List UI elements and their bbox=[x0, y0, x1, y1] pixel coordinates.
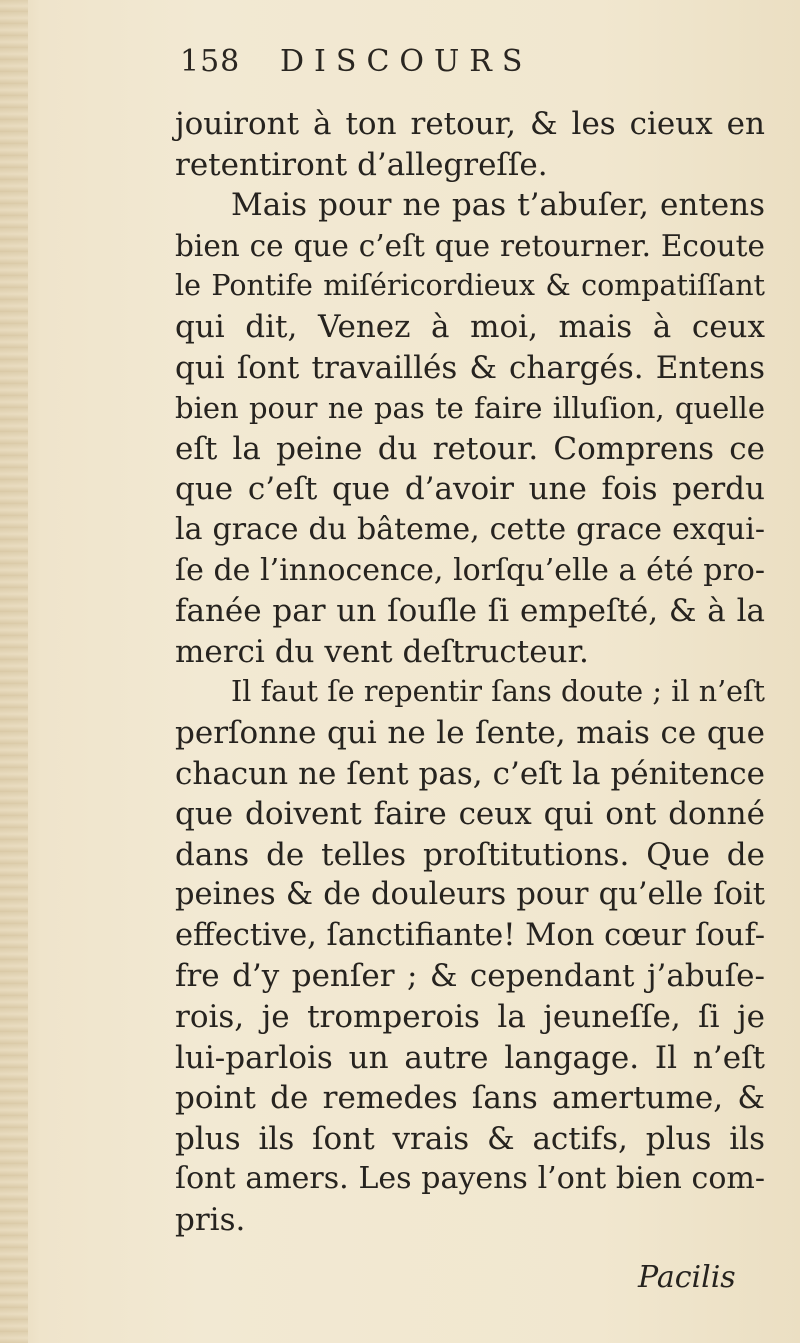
text-line: plus ils ſont vrais & actifs, plus ils bbox=[175, 1120, 765, 1157]
text-line: perſonne qui ne le ſente, mais ce que bbox=[175, 714, 765, 751]
text-line: qui dit, Venez à moi, mais à ceux bbox=[175, 308, 765, 345]
text-line: Il faut ſe repentir ſans doute ; il n’eſt bbox=[231, 675, 765, 709]
text-line: la grace du bâteme, cette grace exqui- bbox=[175, 511, 765, 547]
text-line: lui-parlois un autre langage. Il n’eſt bbox=[175, 1039, 765, 1076]
text-line: fanée par un ſouſle ſi empeſté, & à la bbox=[175, 593, 765, 630]
text-line: fre d’y penſer ; & cependant j’abuſe- bbox=[175, 958, 765, 995]
page-number: 158 bbox=[180, 44, 241, 79]
text-line: ſont amers. Les payens l’ont bien com- bbox=[175, 1161, 765, 1197]
text-line: pris. bbox=[175, 1202, 246, 1239]
text-line: Mais pour ne pas t’abuſer, entens bbox=[231, 187, 765, 224]
text-line: dans de telles proſtitutions. Que de bbox=[175, 836, 765, 873]
page-header bbox=[180, 44, 700, 94]
running-title: DISCOURS bbox=[280, 44, 533, 79]
catchword: Pacilis bbox=[638, 1260, 736, 1295]
text-line: jouiront à ton retour, & les cieux en bbox=[175, 106, 765, 142]
text-line: retentiront d’allegreſſe. bbox=[175, 146, 548, 183]
text-line: qui ſont travaillés & chargés. Entens bbox=[175, 349, 765, 386]
text-line: point de remedes ſans amertume, & bbox=[175, 1080, 765, 1117]
text-line: merci du vent deſtructeur. bbox=[175, 633, 589, 670]
text-line: le Pontife miſéricordieux & compatiſſant bbox=[175, 269, 765, 303]
text-line: effective, ſanctifiante! Mon cœur ſouf- bbox=[175, 917, 766, 953]
binding-edge bbox=[0, 0, 28, 1343]
text-line: peines & de douleurs pour qu’elle ſoit bbox=[175, 877, 765, 913]
body-text bbox=[175, 104, 765, 1241]
text-line: que c’eſt que d’avoir une fois perdu bbox=[175, 471, 765, 508]
text-line: chacun ne ſent pas, c’eſt la pénitence bbox=[175, 755, 765, 792]
text-line: rois, je tromperois la jeuneſſe, ſi je bbox=[175, 999, 765, 1036]
text-line: ſe de l’innocence, lorſqu’elle a été pro- bbox=[175, 552, 765, 588]
text-line: bien ce que c’eſt que retourner. Ecoute bbox=[175, 228, 765, 263]
text-line: eſt la peine du retour. Comprens ce bbox=[175, 430, 765, 467]
text-line: bien pour ne pas te faire illuſion, quelle bbox=[175, 391, 765, 426]
text-line: que doivent faire ceux qui ont donné bbox=[175, 796, 765, 833]
